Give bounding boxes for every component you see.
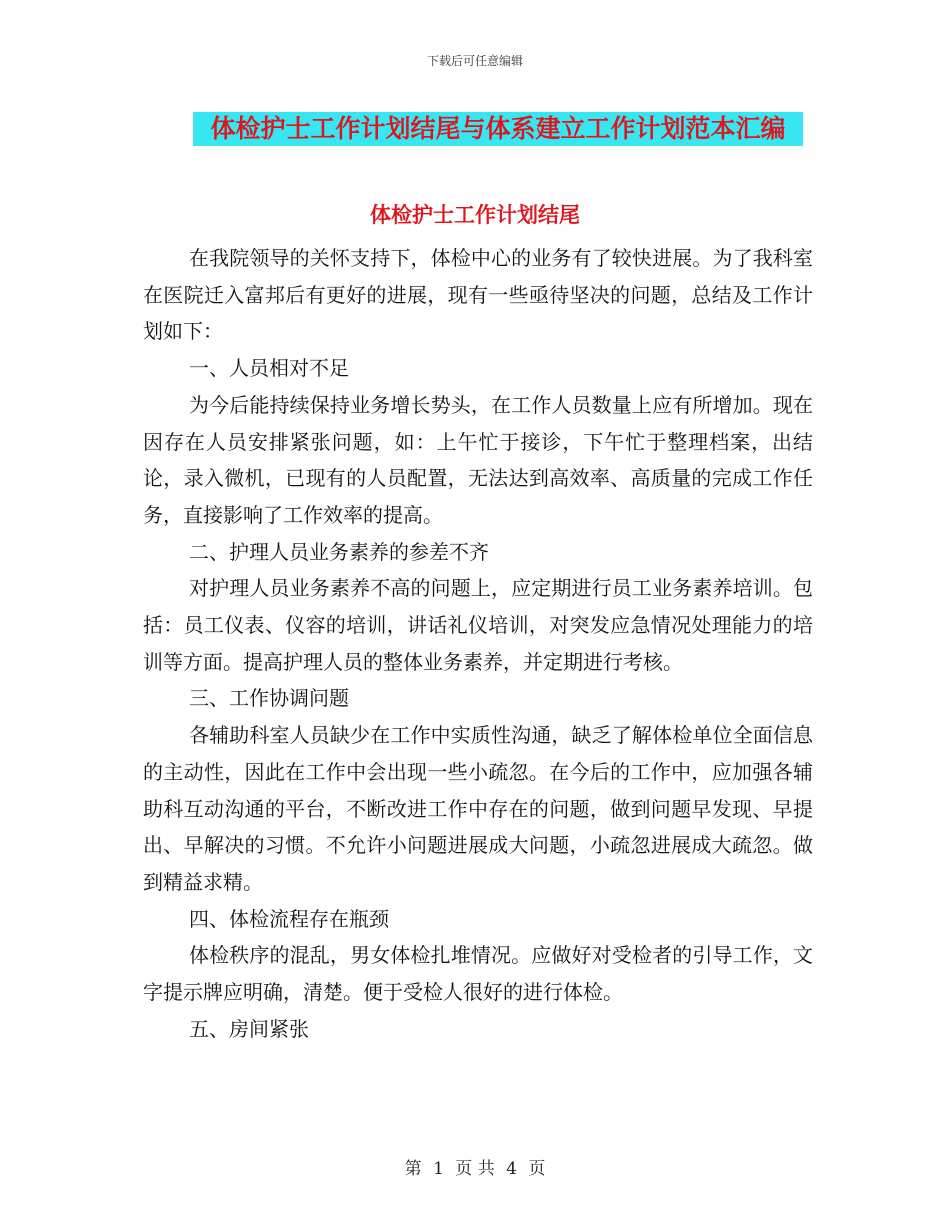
paragraph-process-bottleneck: 体检秩序的混乱，男女体检扎堆情况。应做好对受检者的引导工作，文字提示牌应明确，清楚。便于受检人很好的进行体检。	[143, 943, 813, 1005]
heading-room-shortage: 五、房间紧张	[189, 1016, 309, 1041]
heading-staff-shortage: 一、人员相对不足	[189, 356, 349, 381]
footer-total-pages: 4	[506, 1159, 517, 1179]
main-title: 体检护士工作计划结尾与体系建立工作计划范本汇编	[210, 114, 786, 143]
main-title-highlight	[193, 112, 803, 146]
header-note: 下载后可任意编辑	[426, 54, 523, 68]
heading-process-bottleneck: 四、体检流程存在瓶颈	[189, 906, 389, 931]
heading-coordination: 三、工作协调问题	[189, 686, 349, 711]
footer-prefix: 第	[404, 1159, 422, 1179]
heading-nursing-quality: 二、护理人员业务素养的参差不齐	[189, 539, 489, 564]
footer-page-number: 1	[433, 1159, 444, 1179]
paragraph-nursing-quality: 对护理人员业务素养不高的问题上，应定期进行员工业务素养培训。包括：员工仪表、仪容的培训，讲话礼仪培训，对突发应急情况处理能力的培训等方面。提高护理人员的整体业务素养，并定期进行考核。	[143, 576, 813, 674]
footer-suffix: 页	[528, 1159, 546, 1179]
footer-middle: 页 共	[455, 1159, 495, 1179]
section-title: 体检护士工作计划结尾	[370, 202, 580, 227]
intro-paragraph: 在我院领导的关怀支持下，体检中心的业务有了较快进展。为了我科室在医院迁入富邦后有更好的进展，现有一些亟待坚决的问题，总结及工作计划如下：	[143, 246, 813, 344]
page-footer	[0, 1154, 950, 1179]
paragraph-staff-shortage: 为今后能持续保持业务增长势头，在工作人员数量上应有所增加。现在因存在人员安排紧张问题，如：上午忙于接诊，下午忙于整理档案，出结论，录入微机，已现有的人员配置，无法达到高效率、高质量的完成工作任务，直接影响了工作效率的提高。	[143, 392, 813, 527]
paragraph-coordination: 各辅助科室人员缺少在工作中实质性沟通，缺乏了解体检单位全面信息的主动性，因此在工作中会出现一些小疏忽。在今后的工作中，应加强各辅助科互动沟通的平台，不断改进工作中存在的问题，做到问题早发现、早提出、早解决的习惯。不允许小问题进展成大问题，小疏忽进展成大疏忽。做到精益求精。	[143, 723, 813, 894]
document-body	[143, 220, 813, 1047]
